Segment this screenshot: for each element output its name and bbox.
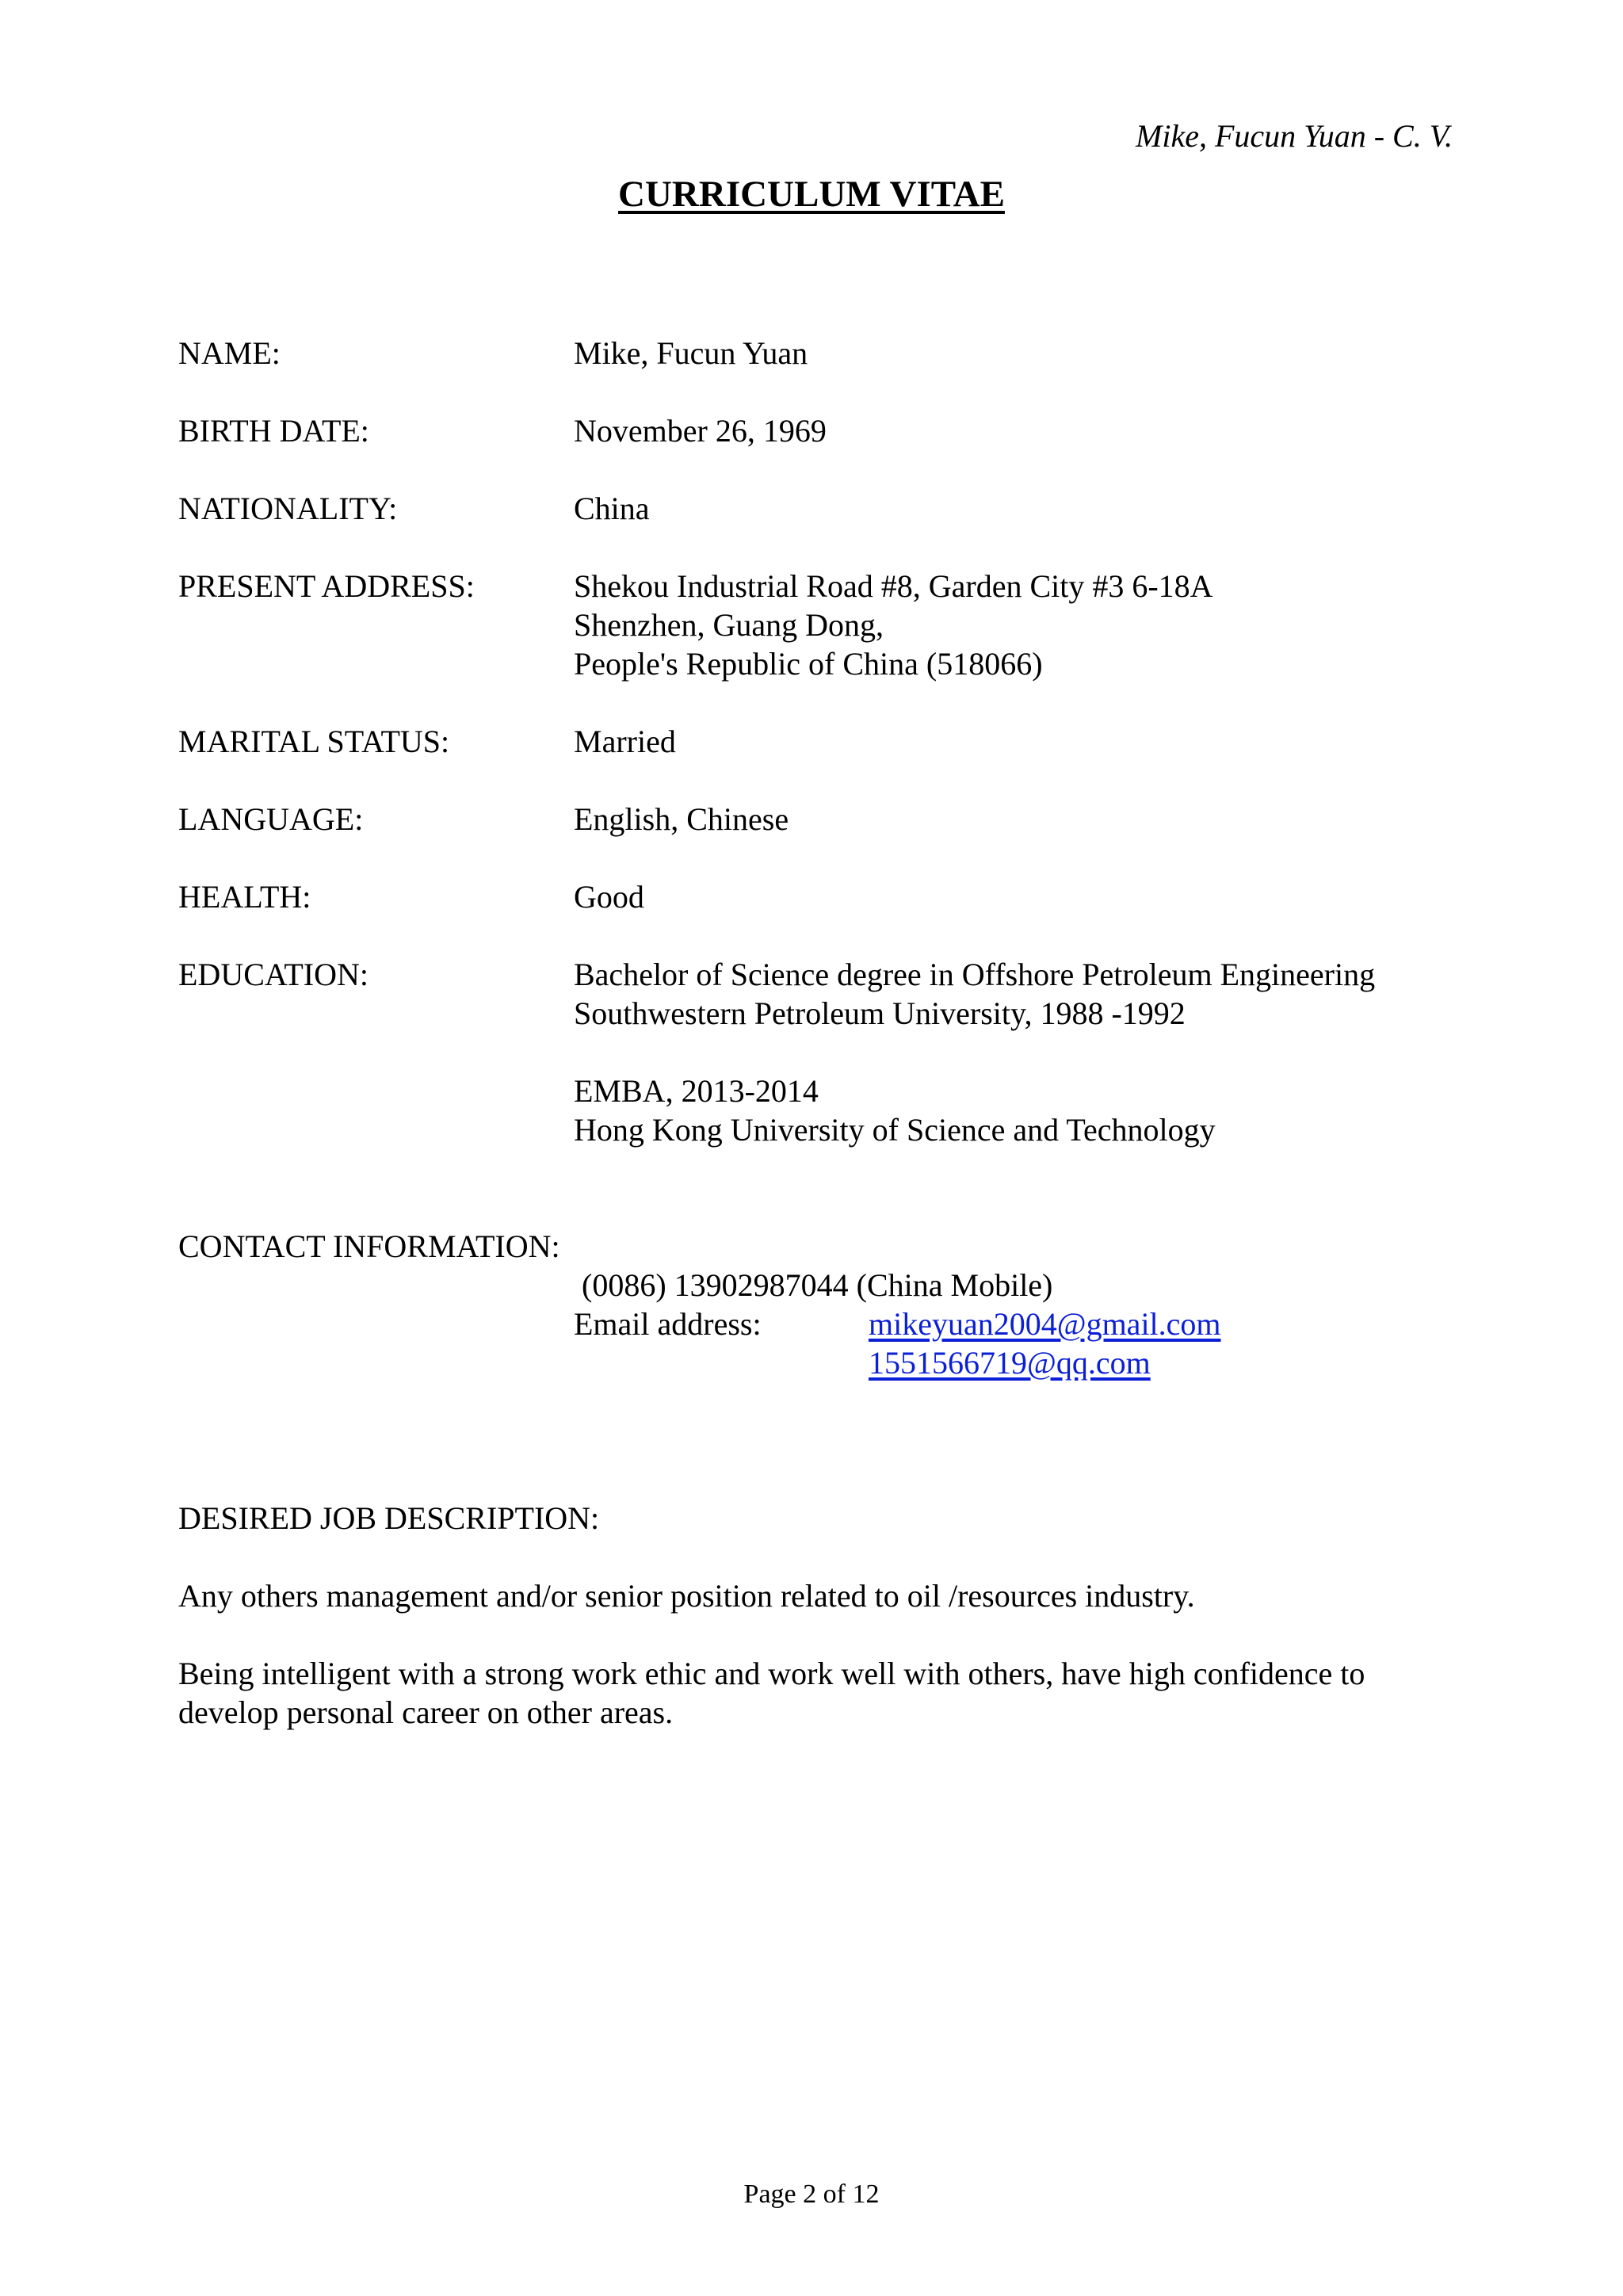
contact-label: CONTACT INFORMATION: [178,1228,560,1264]
language-label: LANGUAGE: [178,801,364,837]
health-value: Good [574,879,644,915]
education-label: EDUCATION: [178,957,369,992]
language-value: English, Chinese [574,801,789,837]
address-label: PRESENT ADDRESS: [178,568,475,604]
desired-job-paragraph-line: Being intelligent with a strong work ethic and work well with others, have high confidence to [178,1656,1365,1691]
health-label: HEALTH: [178,879,311,915]
education-line: Hong Kong University of Science and Technology [574,1112,1216,1148]
address-line: People's Republic of China (518066) [574,646,1043,682]
address-line: Shekou Industrial Road #8, Garden City #3 6-18A [574,568,1213,604]
desired-job-paragraph: Any others management and/or senior position related to oil /resources industry. [178,1578,1195,1614]
email-link-gmail[interactable]: mikeyuan2004@gmail.com [869,1306,1221,1342]
email-link-qq[interactable]: 1551566719@qq.com [869,1345,1151,1381]
email-label: Email address: [574,1306,762,1342]
desired-job-label: DESIRED JOB DESCRIPTION: [178,1500,600,1536]
nationality-value: China [574,491,650,526]
address-line: Shenzhen, Guang Dong, [574,607,884,643]
contact-phone: (0086) 13902987044 (China Mobile) [582,1267,1053,1303]
education-line: EMBA, 2013-2014 [574,1073,819,1109]
page-number: Page 2 of 12 [743,2179,880,2209]
nationality-label: NATIONALITY: [178,491,398,526]
page-title: CURRICULUM VITAE [618,174,1005,215]
birth-date-label: BIRTH DATE: [178,413,369,449]
name-label: NAME: [178,335,281,371]
marital-status-label: MARITAL STATUS: [178,724,450,759]
running-header: Mike, Fucun Yuan - C. V. [1136,118,1453,154]
desired-job-paragraph-line: develop personal career on other areas. [178,1694,674,1730]
birth-date-value: November 26, 1969 [574,413,827,449]
education-line: Southwestern Petroleum University, 1988 -1992 [574,995,1186,1031]
name-value: Mike, Fucun Yuan [574,335,808,371]
marital-status-value: Married [574,724,676,759]
education-line: Bachelor of Science degree in Offshore Petroleum Engineering [574,957,1376,992]
